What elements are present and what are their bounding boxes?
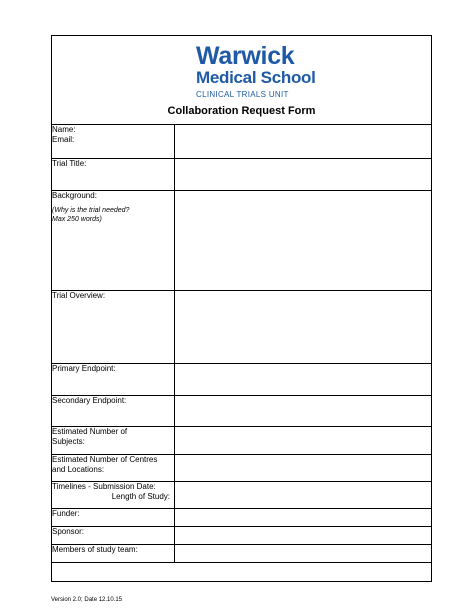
label-estimated-centres <box>52 455 175 482</box>
input-funder[interactable] <box>175 509 432 527</box>
label-timelines-2: Length of Study: <box>111 492 170 501</box>
row-members <box>52 545 432 563</box>
logo-line-ctu: CLINICAL TRIALS UNIT <box>196 90 289 99</box>
row-sponsor <box>52 527 432 545</box>
label-secondary-endpoint: Secondary Endpoint: <box>52 396 175 427</box>
row-trial-title <box>52 159 432 191</box>
row-background <box>52 191 432 291</box>
input-timelines[interactable] <box>175 482 432 509</box>
label-background: Background: <box>52 191 97 200</box>
input-trial-title[interactable] <box>175 159 432 191</box>
label-estimated-subjects-2: Subjects: <box>52 437 85 446</box>
label-estimated-subjects-1: Estimated Number of <box>52 427 128 436</box>
input-members[interactable] <box>175 545 432 563</box>
label-funder: Funder: <box>52 509 175 527</box>
row-timelines <box>52 482 432 509</box>
label-sponsor: Sponsor: <box>52 527 175 545</box>
label-estimated-centres-2: and Locations: <box>52 465 105 474</box>
label-timelines-1: Timelines - Submission Date: <box>52 482 156 491</box>
label-estimated-centres-1: Estimated Number of Centres <box>52 455 158 464</box>
version-footer: Version 2.0; Date 12.10.15 <box>51 597 123 603</box>
warwick-logo <box>196 44 316 101</box>
label-members: Members of study team: <box>52 545 175 563</box>
label-trial-overview: Trial Overview: <box>52 291 175 364</box>
input-trial-overview[interactable] <box>175 291 432 364</box>
input-primary-endpoint[interactable] <box>175 364 432 396</box>
input-estimated-centres[interactable] <box>175 455 432 482</box>
label-email: Email: <box>52 135 75 144</box>
logo-line-medical-school: Medical School <box>196 68 316 87</box>
label-name-email <box>52 125 175 159</box>
logo-line-warwick: Warwick <box>196 42 295 70</box>
row-estimated-subjects <box>52 427 432 455</box>
label-background-cell <box>52 191 175 291</box>
input-sponsor[interactable] <box>175 527 432 545</box>
input-secondary-endpoint[interactable] <box>175 396 432 427</box>
row-estimated-centres <box>52 455 432 482</box>
label-estimated-subjects <box>52 427 175 455</box>
input-estimated-subjects[interactable] <box>175 427 432 455</box>
background-hint-1: (Why is the trial needed? <box>52 207 130 214</box>
row-trial-overview <box>52 291 432 364</box>
input-background[interactable] <box>175 191 432 291</box>
row-funder <box>52 509 432 527</box>
input-name-email[interactable] <box>175 125 432 159</box>
request-form-table <box>51 124 432 563</box>
row-secondary-endpoint <box>52 396 432 427</box>
label-trial-title: Trial Title: <box>52 159 175 191</box>
form-title: Collaboration Request Form <box>167 105 316 117</box>
row-name-email <box>52 125 432 159</box>
row-primary-endpoint <box>52 364 432 396</box>
label-timelines <box>52 482 175 509</box>
label-primary-endpoint: Primary Endpoint: <box>52 364 175 396</box>
background-hint-2: Max 250 words) <box>52 216 102 223</box>
label-name: Name: <box>52 125 76 134</box>
